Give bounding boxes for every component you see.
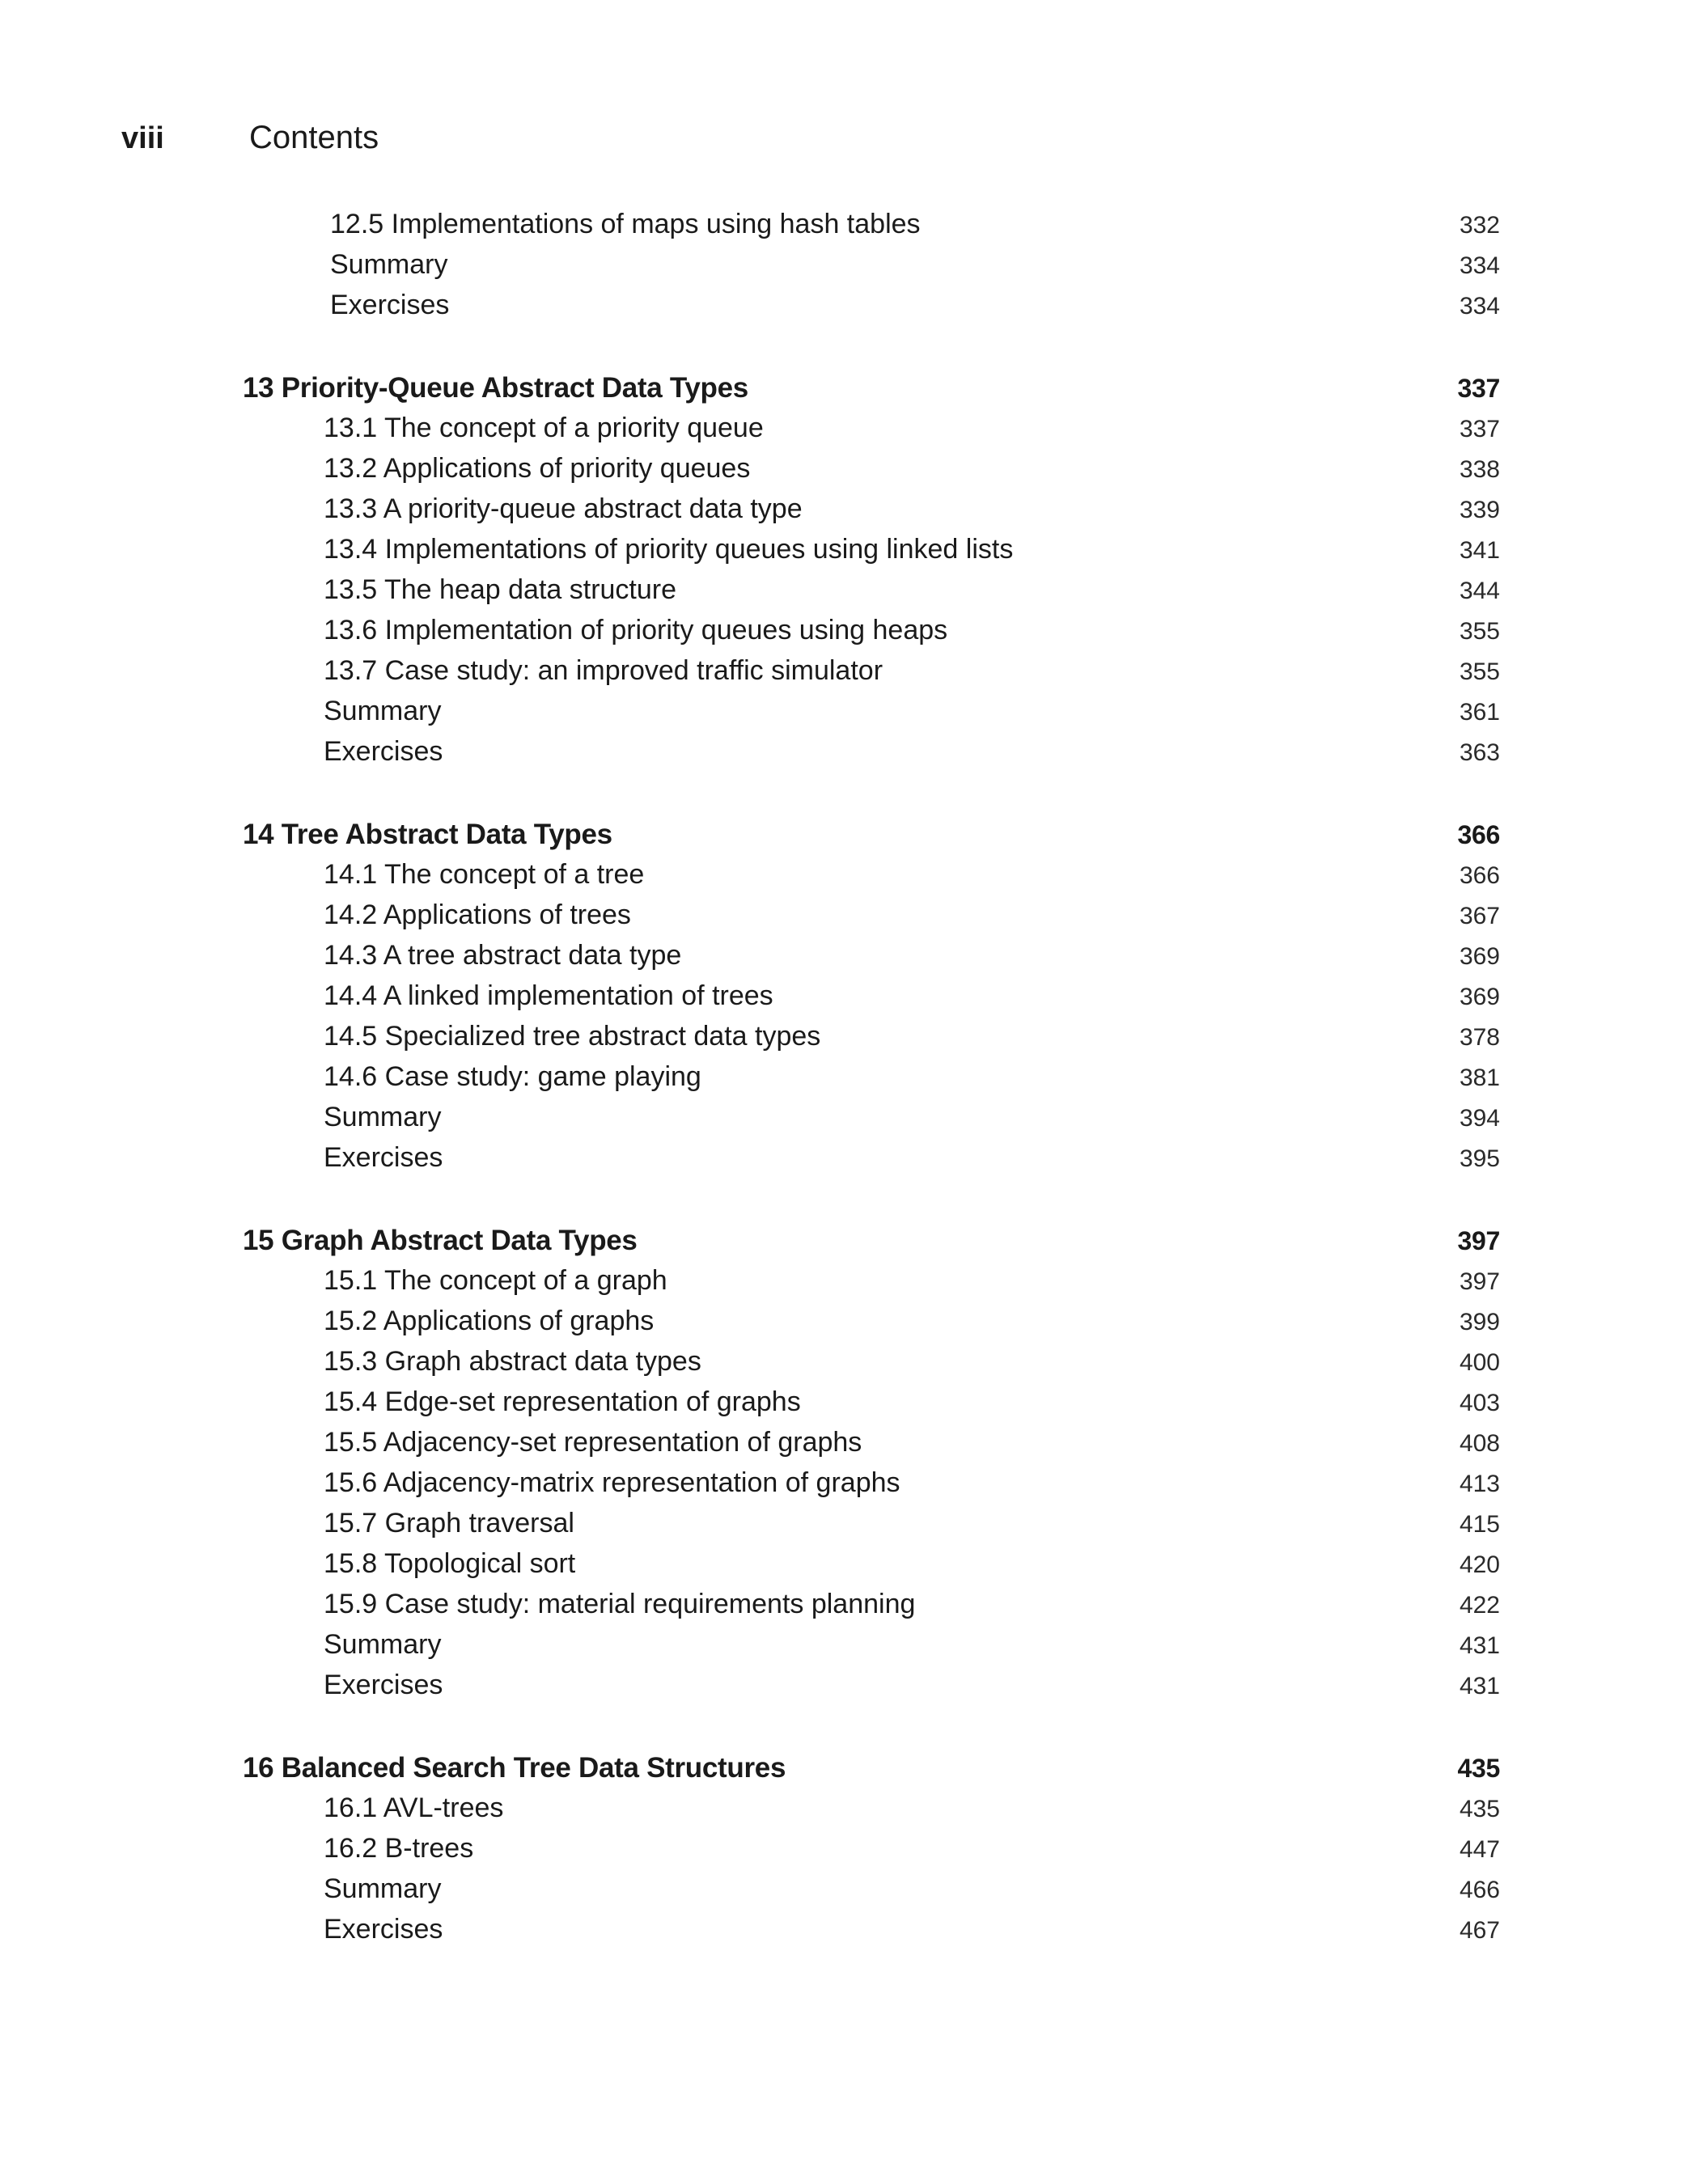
entry-title: 15.2 Applications of graphs [324, 1306, 655, 1336]
toc-entry [243, 1467, 1500, 1508]
chapter-page: 435 [1457, 1754, 1500, 1783]
toc-entry [243, 736, 1500, 777]
page-header [121, 120, 379, 168]
toc-entry [243, 859, 1500, 899]
toc-entry [243, 940, 1500, 980]
entry-page: 420 [1459, 1551, 1500, 1578]
entry-title: 16.1 AVL-trees [324, 1792, 504, 1823]
entry-page: 381 [1459, 1064, 1500, 1091]
chapter-15 [243, 1225, 1500, 1710]
entry-page: 399 [1459, 1309, 1500, 1335]
entry-page: 408 [1459, 1430, 1500, 1457]
toc-entry [243, 1386, 1500, 1427]
page-number: viii [121, 121, 164, 155]
entry-title: Summary [324, 1873, 442, 1904]
entry-page: 431 [1459, 1632, 1500, 1659]
entry-title: Exercises [324, 1914, 443, 1945]
toc-entry [243, 1629, 1500, 1670]
toc-entry [243, 1508, 1500, 1548]
toc-entry [243, 980, 1500, 1021]
entry-page: 338 [1459, 456, 1500, 483]
entry-title: 15.1 The concept of a graph [324, 1265, 667, 1296]
entry-page: 403 [1459, 1390, 1500, 1416]
entry-title: 13.2 Applications of priority queues [324, 453, 751, 484]
entry-page: 413 [1459, 1471, 1500, 1497]
entry-page: 334 [1459, 293, 1500, 320]
entry-page: 355 [1459, 618, 1500, 645]
toc-entry [243, 249, 1500, 290]
table-of-contents [243, 209, 1500, 1996]
entry-title: 16.2 B-trees [324, 1833, 474, 1864]
chapter-heading [243, 1225, 1500, 1265]
entry-title: 15.9 Case study: material requirements planning [324, 1589, 916, 1619]
entry-title: Summary [324, 1629, 442, 1660]
entry-title: 13.4 Implementations of priority queues using linked lists [324, 534, 1014, 565]
entry-page: 332 [1459, 212, 1500, 239]
chapter-title: 16 Balanced Search Tree Data Structures [243, 1752, 786, 1784]
entry-page: 422 [1459, 1592, 1500, 1619]
entry-title: 13.3 A priority-queue abstract data type [324, 493, 803, 524]
entry-page: 339 [1459, 497, 1500, 523]
chapter-page: 397 [1457, 1226, 1500, 1255]
chapter-13 [243, 372, 1500, 777]
toc-entry [243, 1792, 1500, 1833]
entry-title: 14.5 Specialized tree abstract data types [324, 1021, 821, 1052]
running-head: Contents [249, 120, 379, 155]
entry-title: Exercises [330, 290, 450, 320]
entry-title: 15.8 Topological sort [324, 1548, 576, 1579]
chapter-title: 15 Graph Abstract Data Types [243, 1225, 638, 1256]
entry-page: 355 [1459, 658, 1500, 685]
entry-title: 14.2 Applications of trees [324, 899, 631, 930]
entry-title: 12.5 Implementations of maps using hash tables [330, 209, 921, 239]
entry-page: 467 [1459, 1917, 1500, 1944]
toc-entry [243, 1873, 1500, 1914]
entry-page: 431 [1459, 1673, 1500, 1699]
entry-page: 400 [1459, 1349, 1500, 1376]
entry-title: 15.4 Edge-set representation of graphs [324, 1386, 801, 1417]
chapter-page: 337 [1457, 374, 1500, 403]
entry-page: 394 [1459, 1105, 1500, 1132]
entry-title: 15.5 Adjacency-set representation of graphs [324, 1427, 862, 1458]
chapter-heading [243, 372, 1500, 413]
entry-title: 14.6 Case study: game playing [324, 1061, 701, 1092]
entry-title: Exercises [324, 736, 443, 767]
toc-entry [243, 1670, 1500, 1710]
entry-page: 397 [1459, 1268, 1500, 1295]
toc-entry [243, 1265, 1500, 1306]
entry-title: 13.7 Case study: an improved traffic simulator [324, 655, 883, 686]
entry-title: 15.7 Graph traversal [324, 1508, 574, 1539]
chapter-heading [243, 1752, 1500, 1792]
toc-entry [243, 1306, 1500, 1346]
entry-title: 13.1 The concept of a priority queue [324, 413, 764, 443]
chapter-page: 366 [1457, 820, 1500, 849]
entry-title: 13.5 The heap data structure [324, 574, 677, 605]
toc-entry [243, 453, 1500, 493]
entry-page: 361 [1459, 699, 1500, 726]
entry-page: 334 [1459, 252, 1500, 279]
entry-title: 13.6 Implementation of priority queues using heaps [324, 615, 948, 645]
entry-title: Exercises [324, 1670, 443, 1700]
chapter-heading [243, 819, 1500, 859]
toc-entry [243, 1589, 1500, 1629]
entry-page: 447 [1459, 1836, 1500, 1863]
entry-title: 14.3 A tree abstract data type [324, 940, 682, 971]
entry-page: 363 [1459, 739, 1500, 766]
entry-page: 344 [1459, 578, 1500, 604]
chapter-12-continued [243, 209, 1500, 330]
entry-page: 367 [1459, 903, 1500, 929]
toc-entry [243, 1833, 1500, 1873]
entry-page: 378 [1459, 1024, 1500, 1051]
toc-entry [243, 1061, 1500, 1102]
toc-entry [243, 1914, 1500, 1954]
entry-page: 337 [1459, 416, 1500, 442]
entry-title: Summary [330, 249, 448, 280]
entry-page: 366 [1459, 862, 1500, 889]
toc-entry [243, 290, 1500, 330]
toc-entry [243, 899, 1500, 940]
toc-entry [243, 696, 1500, 736]
entry-title: 14.1 The concept of a tree [324, 859, 645, 890]
toc-entry [243, 1021, 1500, 1061]
entry-title: 14.4 A linked implementation of trees [324, 980, 773, 1011]
entry-page: 341 [1459, 537, 1500, 564]
entry-title: 15.3 Graph abstract data types [324, 1346, 701, 1377]
entry-page: 395 [1459, 1145, 1500, 1172]
entry-title: Summary [324, 1102, 442, 1132]
toc-entry [243, 534, 1500, 574]
toc-entry [243, 209, 1500, 249]
entry-title: Exercises [324, 1142, 443, 1173]
toc-entry [243, 1548, 1500, 1589]
entry-title: Summary [324, 696, 442, 726]
toc-entry [243, 1427, 1500, 1467]
entry-page: 415 [1459, 1511, 1500, 1538]
toc-entry [243, 413, 1500, 453]
toc-entry [243, 493, 1500, 534]
chapter-16 [243, 1752, 1500, 1954]
toc-entry [243, 1102, 1500, 1142]
chapter-title: 13 Priority-Queue Abstract Data Types [243, 372, 748, 404]
chapter-14 [243, 819, 1500, 1183]
entry-page: 369 [1459, 943, 1500, 970]
chapter-title: 14 Tree Abstract Data Types [243, 819, 612, 850]
toc-entry [243, 1142, 1500, 1183]
entry-page: 369 [1459, 984, 1500, 1010]
entry-title: 15.6 Adjacency-matrix representation of graphs [324, 1467, 900, 1498]
toc-entry [243, 655, 1500, 696]
toc-entry [243, 574, 1500, 615]
entry-page: 435 [1459, 1796, 1500, 1822]
toc-entry [243, 615, 1500, 655]
entry-page: 466 [1459, 1877, 1500, 1903]
toc-entry [243, 1346, 1500, 1386]
